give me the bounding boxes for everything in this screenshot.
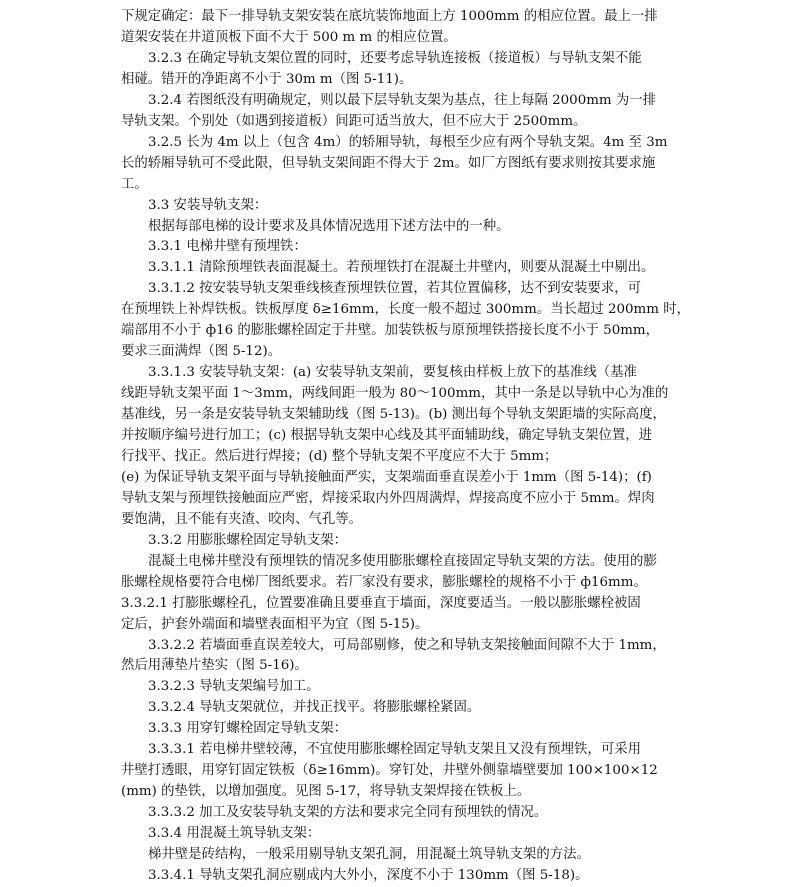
- text-line: 3.2.5 长为 4m 以上（包含 4m）的轿厢导轨，每根至少应有两个导轨支架。4m 至 3m: [148, 134, 668, 150]
- text-line: 要饱满，且不能有夹渣、咬肉、气孔等。: [121, 511, 363, 527]
- text-line: 3.3.2.1 打膨胀螺栓孔，位置要准确且要垂直于墙面，深度要适当。一般以膨胀螺栓被固: [121, 595, 641, 611]
- text-line: (e) 为保证导轨支架平面与导轨接触面严实，支架端面垂直误差小于 1mm（图 5-14)；(f): [121, 469, 652, 485]
- text-line: 井壁打透眼，用穿钉固定铁板（δ≥16mm)。穿钉处，井壁外侧靠墙壁要加 100×100×12: [121, 763, 658, 779]
- text-line: 3.3.3.2 加工及安装导轨支架的方法和要求完全同有预埋铁的情况。: [148, 805, 548, 821]
- text-line: 线距导轨支架平面 1～3mm，两线间距一般为 80～100mm，其中一条是以导轨中心为准的: [121, 386, 669, 402]
- text-line: 3.3.1.3 安装导轨支架：(a) 安装导轨支架前，要复核由样板上放下的基准线（基准: [148, 365, 637, 381]
- text-line: (mm) 的垫铁，以增加强度。见图 5-17，将导轨支架焊接在铁板上。: [121, 784, 531, 800]
- text-line: 3.3.4 用混凝土筑导轨支架：: [148, 826, 321, 842]
- text-line: 3.3.3.1 若电梯井壁较薄，不宜使用膨胀螺栓固定导轨支架且又没有预埋铁，可采用: [148, 742, 641, 758]
- text-line: 3.3 安装导轨支架：: [148, 197, 268, 213]
- text-line: 3.3.1.2 按安装导轨支架垂线核查预埋铁位置，若其位置偏移，达不到安装要求，可: [148, 281, 641, 297]
- text-line: 在预埋铁上补焊铁板。铁板厚度 δ≥16mm，长度一般不超过 300mm。当长超过 200mm 时，: [121, 302, 690, 318]
- text-line: 导轨支架。个别处（如遇到接道板）间距可适当放大，但不应大于 2500mm。: [121, 113, 587, 129]
- text-line: 梯井壁是砖结构，一般采用剔导轨支架孔洞，用混凝土筑导轨支架的方法。: [148, 847, 590, 862]
- text-line: 下规定确定：最下一排导轨支架安装在底坑装饰地面上方 1000mm 的相应位置。最上一排: [121, 9, 658, 24]
- text-line: 胀螺栓规格要符合电梯厂图纸要求。若厂家没有要求，膨胀螺栓的规格不小于 ф16mm。: [121, 574, 647, 590]
- text-line: 3.3.2 用膨胀螺栓固定导轨支架：: [148, 532, 348, 548]
- text-line: 根据每部电梯的设计要求及具体情况选用下述方法中的一种。: [148, 218, 510, 234]
- text-line: 3.3.1 电梯井壁有预埋铁：: [148, 239, 307, 255]
- text-line: 3.3.3 用穿钉螺栓固定导轨支架：: [148, 721, 348, 737]
- text-line: 并按顺序编号进行加工；(c) 根据导轨支架中心线及其平面辅助线，确定导轨支架位置，进: [121, 428, 653, 443]
- text-line: 3.3.1.1 清除预埋铁表面混凝土。若预埋铁打在混凝土井壁内，则要从混凝土中剔出。: [148, 260, 655, 276]
- text-line: 基准线，另一条是安装导轨支架辅助线（图 5-13)。(b) 测出每个导轨支架距墙的实际高度，: [121, 407, 666, 423]
- text-line: 工。: [121, 176, 148, 192]
- text-line: 端部用不小于 ф16 的膨胀螺栓固定于井壁。加装铁板与原预埋铁搭接长度不小于 50mm，: [121, 323, 660, 339]
- text-line: 混凝土电梯井壁没有预埋铁的情况多使用膨胀螺栓直接固定导轨支架的方法。使用的膨: [148, 553, 657, 569]
- text-line: 3.3.2.3 导轨支架编号加工。: [148, 679, 320, 695]
- text-line: 长的轿厢导轨可不受此限，但导轨支架间距不得大于 2m。如厂方图纸有要求则按其要求施: [121, 155, 656, 171]
- text-line: 然后用薄垫片垫实（图 5-16)。: [121, 658, 308, 674]
- text-line: 道架安装在井道顶板下面不大于 500 m m 的相应位置。: [121, 29, 457, 45]
- text-line: 3.2.3 在确定导轨支架位置的同时，还要考虑导轨连接板（接道板）与导轨支架不能: [148, 50, 642, 66]
- text-line: 要求三面满焊（图 5-12)。: [121, 344, 282, 360]
- text-line: 3.3.2.4 导轨支架就位，并找正找平。将膨胀螺栓紧固。: [148, 700, 481, 716]
- text-line: 定后，护套外端面和墙壁表面相平为宜（图 5-15)。: [121, 616, 429, 632]
- text-line: 3.2.4 若图纸没有明确规定，则以最下层导轨支架为基点，往上每隔 2000mm 为一排: [148, 92, 657, 108]
- text-line: 3.3.2.2 若墙面垂直误差较大，可局部剔修，使之和导轨支架接触面间隙不大于 1mm，: [148, 637, 666, 653]
- text-line: 3.3.4.1 导轨支架孔洞应剔成内大外小，深度不小于 130mm（图 5-18)。: [148, 867, 589, 883]
- text-line: 行找平、找正。然后进行焊接；(d) 整个导轨支架不平度应不大于 5mm；: [121, 448, 558, 464]
- text-line: 相碰。错开的净距离不小于 30m m（图 5-11)。: [121, 71, 413, 87]
- text-line: 导轨支架与预埋铁接触面应严密，焊接采取内外四周满焊，焊接高度不应小于 5mm。焊肉: [121, 490, 655, 506]
